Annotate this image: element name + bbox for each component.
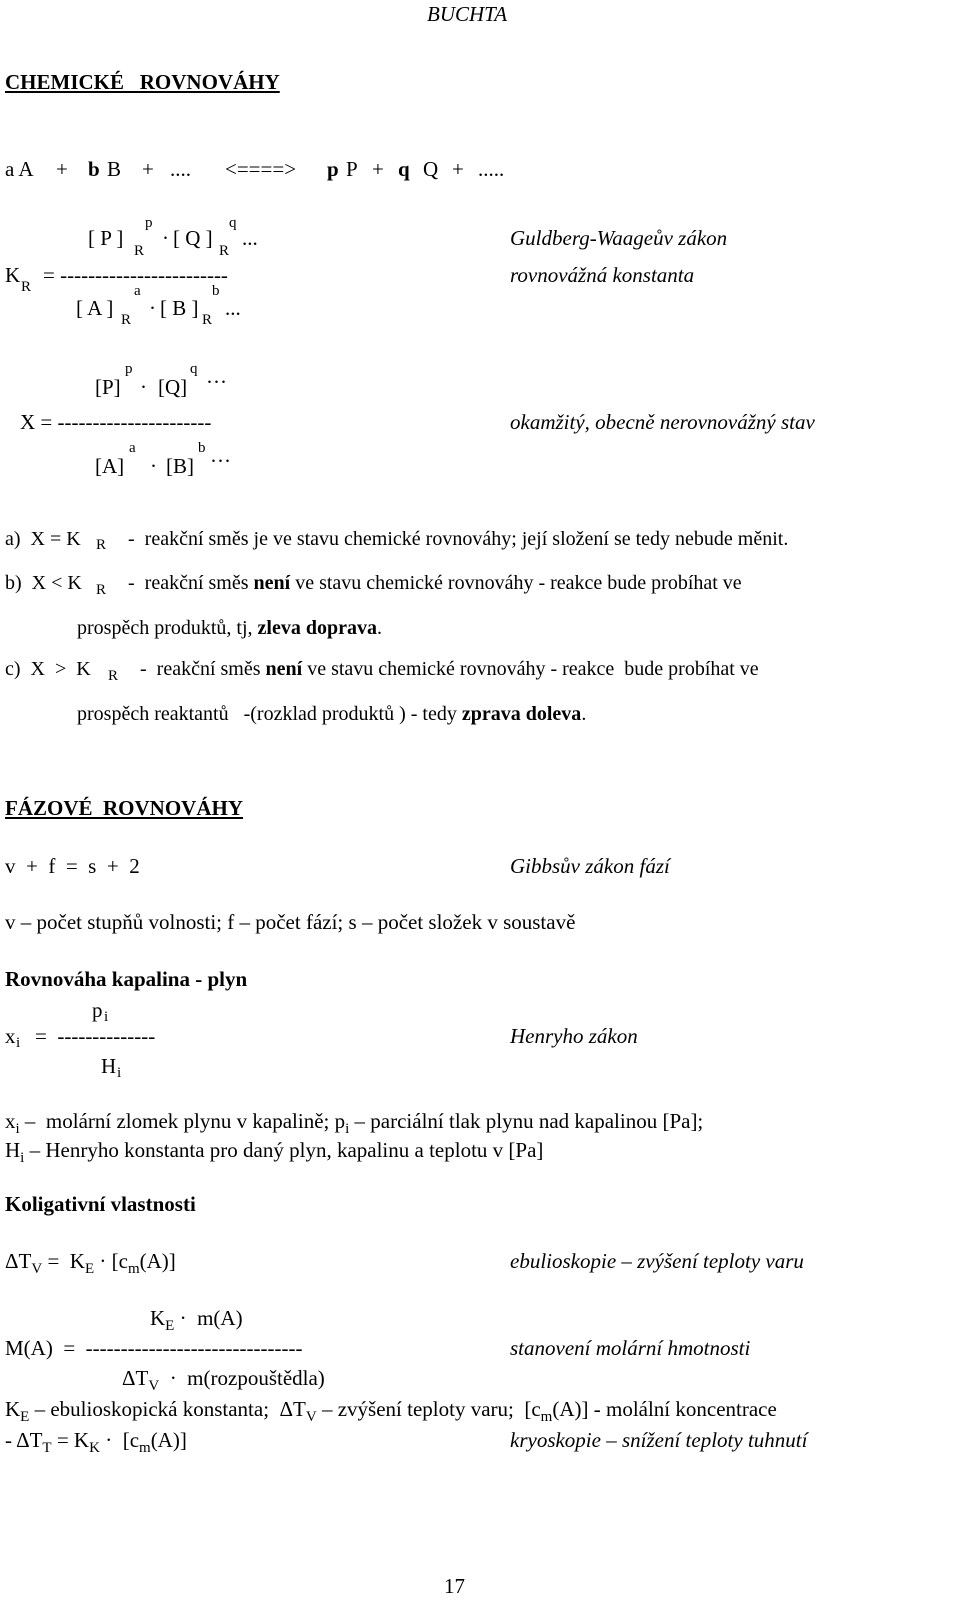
ebullioscopic-constant-definition: $K_E$ – ebulioskopická konstanta; $\Delta T_V$ – zvýšení teploty varu; $[c_m(A)]$ - molální koncentrace — [5, 1397, 777, 1426]
henry-legend-line2: $H_i$ – Henryho konstanta pro daný plyn, kapalinu a teplotu v [Pa] — [5, 1138, 544, 1167]
guldberg-waage-note: Guldberg-Waageův zákon — [510, 226, 728, 250]
gibbs-phase-rule-note: Gibbsův zákon fází — [510, 854, 670, 878]
instantaneous-state-note: okamžitý, obecně nerovnovážný stav — [510, 410, 815, 434]
section-title-phase-equilibrium: FÁZOVÉ ROVNOVÁHY — [5, 796, 244, 820]
page-number: 17 — [444, 1574, 465, 1598]
cryoscopy-note: kryoskopie – snížení teploty tuhnutí — [510, 1428, 808, 1452]
molar-mass-note: stanovení molární hmotnosti — [510, 1336, 751, 1360]
cryoscopy-formula: - $\Delta T_T = K_K \cdot [c_m(A)]$ — [5, 1428, 187, 1457]
gibbs-phase-rule: v + f = s + 2 — [5, 854, 140, 878]
author-header: BUCHTA — [427, 2, 508, 26]
phase-rule-legend: v – počet stupňů volnosti; f – počet fází; s – počet složek v soustavě — [5, 910, 576, 934]
ebullioscopy-note: ebulioskopie – zvýšení teploty varu — [510, 1249, 804, 1273]
section-title-chemical-equilibrium: CHEMICKÉ ROVNOVÁHY — [5, 70, 280, 94]
equilibrium-constant-note: rovnovážná konstanta — [510, 263, 695, 287]
ebullioscopy-formula: $\Delta T_V = K_E \cdot [c_m(A)]$ — [5, 1249, 176, 1278]
subtitle-colligative-properties: Koligativní vlastnosti — [5, 1192, 196, 1216]
henry-legend-line1: $x_i$ – molární zlomek plynu v kapalině; $p_i$ – parciální tlak plynu nad kapalinou [Pa]; — [5, 1109, 704, 1138]
subtitle-liquid-gas: Rovnováha kapalina - plyn — [5, 967, 248, 991]
henry-law-note: Henryho zákon — [510, 1024, 638, 1048]
